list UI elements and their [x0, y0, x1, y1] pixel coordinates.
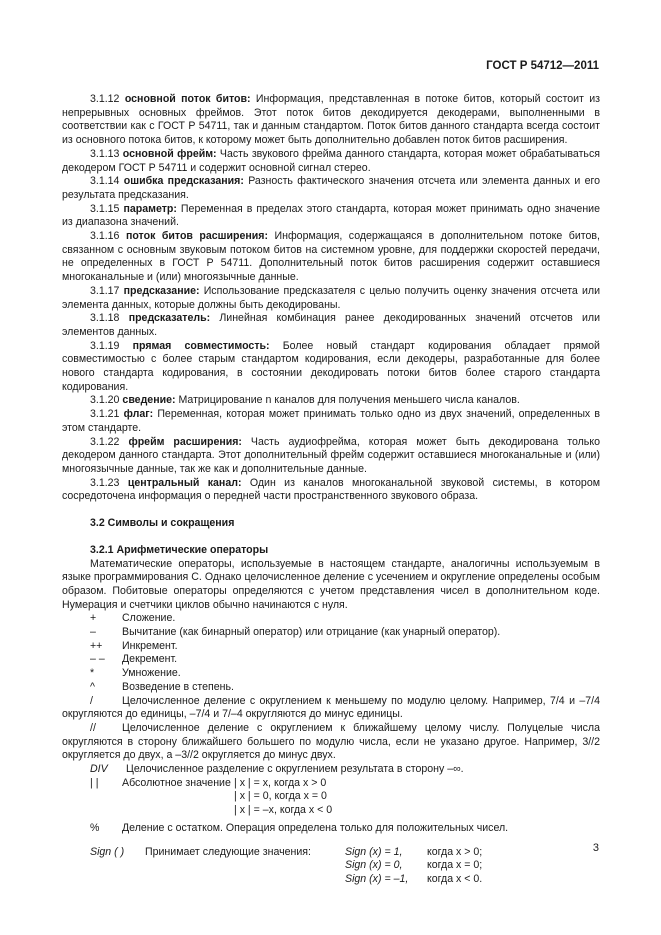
definition-number: 3.1.12	[90, 93, 120, 105]
definition-number: 3.1.19	[90, 339, 120, 352]
sign-block	[62, 846, 600, 887]
definition-term: ошибка предсказания:	[123, 175, 244, 188]
abs-row: | x | = 0, когда x = 0	[234, 790, 327, 803]
operator-desc: Целочисленное деление с округлением к меньшему по модулю целому. Например, 7/4 и –7/4 округляются до единицы, –7/4 и 7/–4 округляются до минус единицы.	[62, 694, 600, 721]
operator-round	[62, 722, 600, 763]
definition-term: основной поток битов:	[124, 93, 251, 105]
definition-text: Матрицирование n каналов для получения меньшего числа каналов.	[175, 394, 520, 407]
definition-number: 3.1.18	[90, 312, 120, 325]
operator-desc: Умножение.	[122, 667, 181, 680]
definition-text: Линейная комбинация ранее декодированных значений отсчетов или элементов данных.	[62, 312, 600, 338]
definition-term: основной фрейм:	[122, 147, 217, 160]
operator-desc: Вычитание (как бинарный оператор) или отрицание (как унарный оператор).	[122, 626, 501, 639]
subsection-title: 3.2.1 Арифметические операторы	[90, 543, 269, 556]
operator-DIV	[62, 763, 600, 777]
definition-term: сведение:	[122, 394, 176, 407]
operator-desc: Возведение в степень.	[122, 680, 234, 693]
definition-item	[62, 148, 600, 175]
definition-number: 3.1.15	[90, 202, 120, 215]
definitions-list	[62, 93, 600, 504]
sign-cond: когда x = 0;	[427, 859, 483, 872]
definition-item	[62, 477, 600, 504]
page-number: 3	[592, 842, 599, 854]
definition-number: 3.1.13	[90, 147, 120, 160]
definition-text: Разность фактического значения отсчета или элемента данных и его результата предсказания.	[62, 175, 600, 201]
operator-desc: Целочисленное разделение с округлением результата в сторону –∞.	[126, 763, 464, 776]
operator-symbol: %	[90, 821, 100, 834]
definition-number: 3.1.22	[90, 435, 120, 448]
operator-desc: Сложение.	[122, 612, 176, 625]
definition-text: Часть звукового фрейма данного стандарта, которая может обрабатываться декодером ГОСТ Р 54711 и содержит основной сигнал стерео.	[62, 147, 600, 174]
operator-symbol: ^	[90, 680, 95, 693]
definition-term: предсказание:	[123, 284, 200, 297]
definition-text: Информация, содержащаяся в дополнительном потоке битов, связанном с основным звуковым потоком битов на системном уровне, для поддержки скоростей передачи, не определенных в ГОСТ Р 54711. Дополнительный поток битов расширения содержит оставшиеся многоканальные и (или) многоязычные данные.	[62, 230, 600, 284]
section-title: 3.2 Символы и сокращения	[90, 517, 235, 530]
sign-label: Принимает следующие значения:	[145, 845, 311, 858]
definition-item	[62, 408, 600, 435]
definition-text: Более новый стандарт кодирования обладает прямой совместимостью с более старым стандартом кодирования, если декодеры, разработанные для более нового стандарта кодирования, в состоянии декодировать потоки битов более старого стандарта кодирования.	[62, 339, 600, 393]
operator-symbol: /	[90, 694, 93, 707]
operator-symbol: –	[90, 626, 96, 639]
operator-mod	[62, 822, 600, 836]
abs-symbol: | |	[90, 776, 99, 789]
definition-item	[62, 175, 600, 202]
operators-list	[62, 612, 600, 694]
definition-number: 3.1.14	[90, 175, 120, 188]
definition-term: прямая совместимость:	[132, 339, 270, 352]
definition-number: 3.1.23	[90, 476, 120, 489]
abs-block	[62, 777, 600, 818]
definition-item	[62, 312, 600, 339]
document-header: ГОСТ Р 54712—2011	[486, 60, 599, 72]
sign-cond: когда x < 0.	[427, 872, 483, 885]
operator-symbol: //	[90, 721, 96, 734]
operator-item	[62, 681, 600, 695]
definition-text: Часть аудиофрейма, которая может быть декодирована только декодером данного стандарта. Этот дополнительный фрейм содержит оставшиеся многоканальные и (или) многоязычные данные, так же как и дополнительные данные.	[62, 435, 600, 475]
operator-item	[62, 667, 600, 681]
intro-paragraph: Математические операторы, используемые в настоящем стандарте, аналогичны используемым в языке программирования С. Однако целочисленное деление с усечением и округление определены особым образом. Побитовые операторы определяются с учетом представления чисел в дополнительном коде. Нумерация и счетчики циклов обычно начинаются с нуля.	[62, 557, 600, 611]
definition-text: Использование предсказателя с целью получить оценку значения отсчета или элемента данных, которые должны быть декодированы.	[62, 284, 600, 311]
definition-number: 3.1.21	[90, 408, 120, 421]
operator-symbol: +	[90, 612, 97, 625]
definition-number: 3.1.16	[90, 230, 120, 243]
definition-item	[62, 230, 600, 285]
operator-symbol: – –	[90, 653, 105, 666]
operator-item	[62, 640, 600, 654]
sign-expr: Sign (x) = 1,	[345, 845, 403, 858]
definition-term: предсказатель:	[128, 312, 211, 325]
definition-item	[62, 436, 600, 477]
abs-row: | x | = x, когда x > 0	[234, 776, 327, 789]
operator-symbol: DIV	[90, 763, 108, 776]
definition-term: поток битов расширения:	[125, 230, 269, 243]
sign-cond: когда x > 0;	[427, 845, 483, 858]
definition-term: фрейм расширения:	[128, 435, 242, 448]
definition-term: параметр:	[123, 202, 177, 215]
sign-expr: Sign (x) = 0,	[345, 859, 403, 872]
operator-div	[62, 695, 600, 722]
definition-text: Переменная в пределах этого стандарта, которая может принимать одно значение из диапазона значений.	[62, 202, 600, 229]
operator-desc: Деление с остатком. Операция определена только для положительных чисел.	[122, 821, 509, 834]
definition-text: Переменная, которая может принимать только одно из двух значений, определенных в этом стандарте.	[62, 408, 600, 434]
definition-number: 3.1.17	[90, 284, 120, 297]
definition-item	[62, 340, 600, 395]
definition-text: Один из каналов многоканальной звуковой системы, в котором сосредоточена информация о передней части пространственного звукового образа.	[62, 476, 600, 503]
definition-term: флаг:	[123, 408, 154, 421]
definition-item	[62, 285, 600, 312]
operator-item	[62, 626, 600, 640]
sign-expr: Sign (x) = –1,	[345, 872, 409, 885]
operator-desc: Декремент.	[122, 653, 178, 666]
definition-item	[62, 394, 600, 408]
document-body	[62, 93, 600, 887]
sign-symbol: Sign ( )	[90, 845, 125, 858]
operator-symbol: ++	[90, 639, 103, 652]
operator-desc: Инкремент.	[122, 639, 178, 652]
operator-item	[62, 612, 600, 626]
definition-item	[62, 93, 600, 148]
abs-row: | x | = –x, когда x < 0	[234, 804, 333, 817]
operator-desc: Целочисленное деление с округлением к ближайшему целому числу. Полуцелые числа округляются в сторону ближайшего большего по модулю числа, если не указано другое. Например, 3//2 округляется до двух, а –3//2 округляется до минус двух.	[62, 721, 600, 762]
abs-label: Абсолютное значение	[122, 776, 231, 789]
definition-number: 3.1.20	[90, 394, 120, 407]
definition-text: Информация, представленная в потоке битов, который состоит из непрерывных основных фреймов. Этот поток битов декодируется декодерами, выполненными в соответствии как с ГОСТ Р 54711, так и данным стандартом. Поток битов данного стандарта всегда состоит из основного потока битов, к которому может быть дополнительно добавлен поток битов расширения.	[62, 93, 600, 147]
definition-item	[62, 203, 600, 230]
operator-item	[62, 653, 600, 667]
definition-term: центральный канал:	[127, 476, 242, 489]
operator-symbol: *	[90, 667, 95, 680]
